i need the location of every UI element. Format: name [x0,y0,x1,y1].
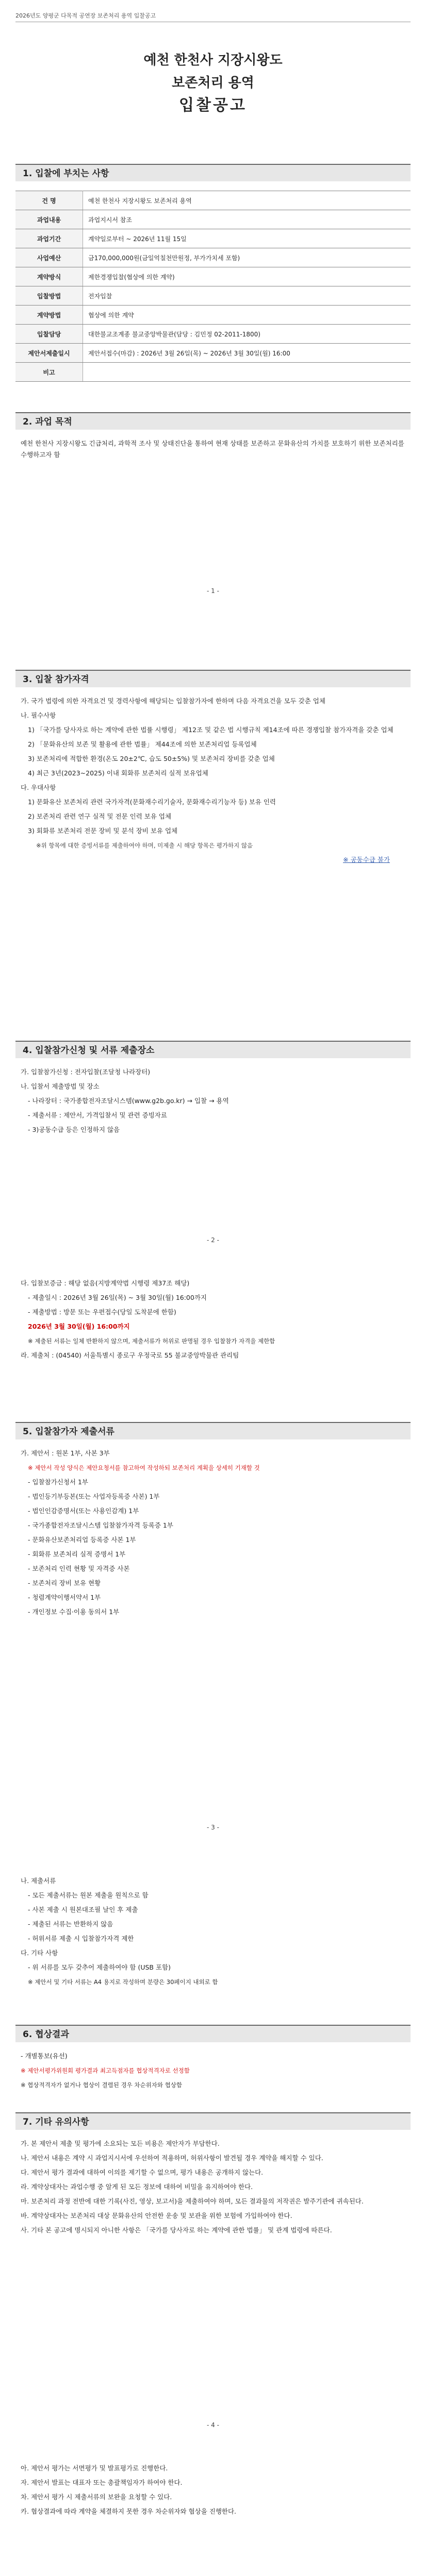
qualification-text: 가. 국가 법령에 의한 자격요건 및 경력사항에 해당되는 입찰참가자에 한하며 다음 자격요건을 모두 갖춘 업체 나. 필수사항 1) 「국가를 당사자로 하는 계약에 관한 법률 시행령」 제12조 및 같은 법 시행규칙 제14조에 따른 경쟁입찰 참가자격을 갖춘 업체 2) 「문화유산의 보존 및 활용에 관한 법률」 제44조에 의한 보존처리업 등록업체 3) 보존처리에 적합한 환경(온도 20±2℃, 습도 50±5%) 및 보존처리 장비를 갖춘 업체 4) 최근 3년(2023~2025) 이내 회화류 보존처리 실적 보유업체 다. 우대사항 1) 문화유산 보존처리 관련 국가자격(문화재수리기술자, 문화재수리기능자 등) 보유 인력 2) 보존처리 관련 연구 실적 및 전문 인력 보유 업체 3) 회화류 보존처리 전문 장비 및 분석 장비 보유 업체 ※위 항목에 대한 증빙서류를 제출하여야 하며, 미제출 시 해당 항목은 평가하지 않음 ※ 공동수급 불가 [21,697,394,863]
info-row: 과업내용 과업지시서 참조 [15,210,411,229]
notes-text: 가. 본 제안서 제출 및 평가에 소요되는 모든 비용은 제안자가 부담한다. 나. 제안서 내용은 계약 시 과업지시서에 우선하여 적용하며, 허위사항이 발견될 경우 계약을 해지할 수 있다. 다. 제안서 평가 결과에 대하여 이의를 제기할 수 없으며, 평가 내용은 공개하지 않는다. 라. 계약상대자는 과업수행 중 알게 된 모든 정보에 대하여 비밀을 유지하여야 한다. 마. 보존처리 과정 전반에 대한 기록(사진, 영상, 보고서)을 제출하여야 하며, 모든 결과물의 저작권은 발주기관에 귀속된다. 바. 계약상대자는 보존처리 대상 문화유산의 안전한 운송 및 보관을 위한 보험에 가입하여야 한다. 사. 기타 본 공고에 명시되지 아니한 사항은 「국가를 당사자로 하는 계약에 관한 법률」 및 관계 법령에 따른다. [21,2140,364,2234]
title-line-1: 예천 한천사 지장시왕도 [143,53,283,68]
info-row: 제안서제출일시 제안서접수(마감) : 2026년 3월 26일(목) ~ 2026년 3월 30일(월) 16:00 [15,344,411,363]
title-line-2: 보존처리 용역 [172,75,254,91]
info-row: 과업기간 계약일로부터 ~ 2026년 11월 15일 [15,229,411,248]
place-text-2: 다. 입찰보증금 : 해당 없음(지방계약법 시행령 제37조 해당) - 제출일시 : 2026년 3월 26일(목) ~ 3월 30일(월) 16:00까지 - 제출방법 : 방문 또는 우편접수(당일 도착분에 한함) 2026년 3월 30일(월) 16:00까지 ※ 제출된 서류는 일체 반환하지 않으며, 제출서류가 허위로 판명될 경우 입찰참가 자격을 제한함 라. 제출처 : (04540) 서울특별시 종로구 우정국로 55 불교중앙박물관 관리팀 [21,1279,275,1359]
section-4-heading: 4. 입찰참가신청 및 서류 제출장소 [15,1041,411,1058]
no-consortium-note: ※ 공동수급 불가 [343,856,390,863]
document-header: 2026년도 양평군 다목적 공연장 보존처리 용역 입찰공고 [15,11,411,22]
notes-text-2: 아. 제안서 평가는 서면평가 및 발표평가로 진행한다. 자. 제안서 발표는 대표자 또는 총괄책임자가 하여야 한다. 차. 제안서 평가 시 제출서류의 보완을 요청할 수 있다. 카. 협상결과에 따라 계약을 체결하지 못한 경우 차순위자와 협상을 진행한다. [21,2464,237,2515]
title-line-3: 입찰공고 [179,96,247,114]
documents-text: 가. 제안서 : 원본 1부, 사본 3부 ※ 제안서 작성 양식은 제안요청서를 참고하여 작성하되 보존처리 계획을 상세히 기재할 것 - 입찰참가신청서 1부 - 법인등기부등본(또는 사업자등록증 사본) 1부 - 법인인감증명서(또는 사용인감계) 1부 - 국가종합전자조달시스템 입찰참가자격 등록증 1부 - 문화유산보존처리업 등록증 사본 1부 - 회화류 보존처리 실적 증명서 1부 - 보존처리 인력 현황 및 자격증 사본 - 보존처리 장비 보유 현황 - 청렴계약이행서약서 1부 - 개인정보 수집·이용 동의서 1부 [21,1449,260,1616]
deadline-highlight: 2026년 3월 30일(월) 16:00까지 [28,1323,130,1330]
section-2-heading: 2. 과업 목적 [15,412,411,430]
info-table [15,191,411,382]
place-text: 가. 입찰참가신청 : 전자입찰(조달청 나라장터) 나. 입찰서 제출방법 및 장소 - 나라장터 : 국가종합전자조달시스템(www.g2b.go.kr) → 입찰 → 용역 - 제출서류 : 제안서, 가격입찰서 및 관련 증빙자료 - 3)공동수급 등은 인정하지 않음 [21,1068,229,1133]
page-number: - 4 - [207,2421,219,2429]
info-row: 입찰담당 대한불교조계종 불교중앙박물관(담당 : 김민정 02-2011-1800) [15,325,411,344]
result-text: - 개별통보(유선) ※ 제안서평가위원회 평가결과 최고득점자를 협상적격자로 선정함 ※ 협상적격자가 없거나 협상이 결렬된 경우 차순위자와 협상함 [21,2052,190,2089]
info-row: 사업예산 금170,000,000원(금일억칠천만원정, 부가가치세 포함) [15,248,411,267]
info-row: 비고 [15,363,411,382]
info-row: 계약방법 협상에 의한 계약 [15,306,411,325]
info-row: 건 명 예천 한천사 지장시왕도 보존처리 용역 [15,191,411,210]
info-row: 계약방식 제한경쟁입찰(협상에 의한 계약) [15,267,411,286]
section-5-heading: 5. 입찰참가자 제출서류 [15,1422,411,1439]
page-number: - 1 - [207,587,219,595]
purpose-text: 예천 한천사 지장시왕도 긴급처리, 과학적 조사 및 상태진단을 통하여 현재 상태를 보존하고 문화유산의 가치를 보호하기 위한 보존처리를 수행하고자 함 [21,439,404,459]
section-1-heading: 1. 입찰에 부치는 사항 [15,164,411,181]
page-number: - 2 - [207,1236,219,1244]
document-title [124,49,302,117]
section-6-heading: 6. 협상결과 [15,2025,411,2042]
documents-text-2: 나. 제출서류 - 모든 제출서류는 원본 제출을 원칙으로 함 - 사본 제출 시 원본대조필 날인 후 제출 - 제출된 서류는 반환하지 않음 - 허위서류 제출 시 입찰참가자격 제한 다. 기타 사항 - 위 서류를 모두 갖추어 제출하여야 함 (USB 포함) ※ 제안서 및 기타 서류는 A4 용지로 작성하며 분량은 30페이지 내외로 함 [21,1877,218,1986]
section-7-heading: 7. 기타 유의사항 [15,2112,411,2130]
page-number: - 3 - [207,1824,219,1831]
info-row: 입찰방법 전자입찰 [15,286,411,306]
section-3-heading: 3. 입찰 참가자격 [15,670,411,687]
